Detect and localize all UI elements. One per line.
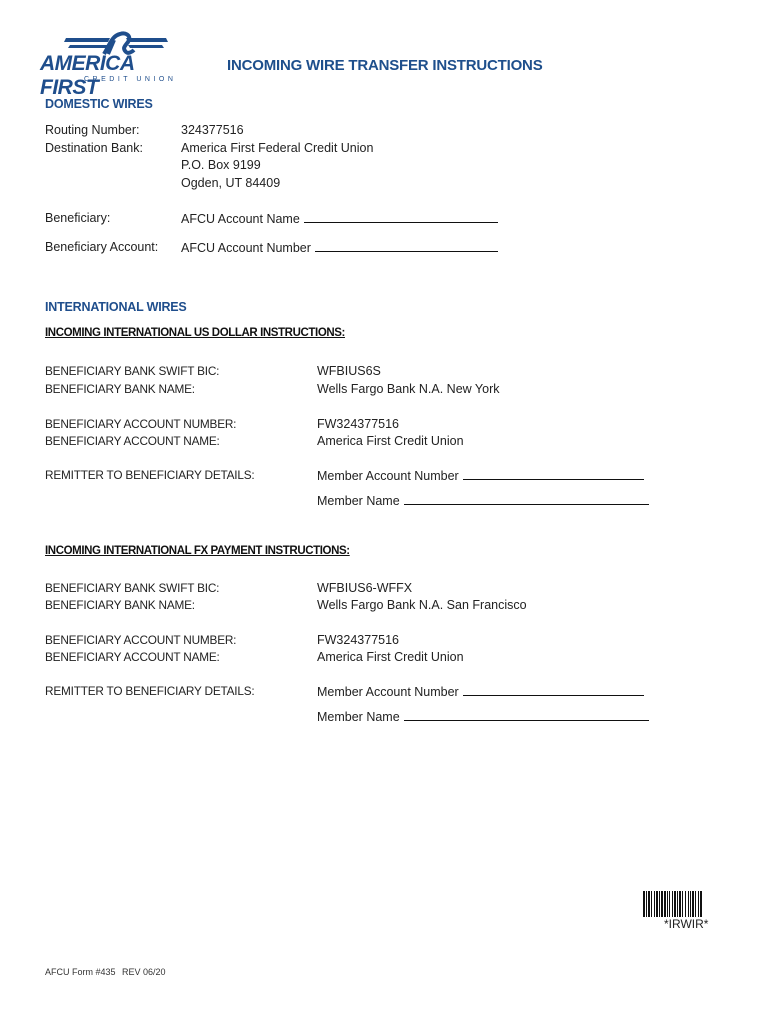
usd-account-number-value: FW324377516 [317, 417, 400, 431]
usd-swift-value: WFBIUS6S [317, 364, 381, 378]
fx-subheading: INCOMING INTERNATIONAL FX PAYMENT INSTRUCTIONS: [45, 545, 350, 557]
barcode-bar [677, 891, 678, 917]
barcode-bar [690, 891, 691, 917]
usd-member-name-blank-line[interactable] [404, 492, 649, 505]
destination-line: Ogden, UT 84409 [181, 176, 281, 190]
beneficiary-field[interactable] [181, 210, 498, 228]
usd-remitter-label: REMITTER TO BENEFICIARY DETAILS: [45, 468, 255, 482]
fx-account-name-label: BENEFICIARY ACCOUNT NAME: [45, 650, 220, 664]
beneficiary-blank-line[interactable] [304, 210, 498, 223]
beneficiary-field-label: AFCU Account Name [181, 212, 300, 226]
usd-member-name-label: Member Name [317, 494, 400, 508]
barcode-bar [672, 891, 673, 917]
fx-bank-name-value: Wells Fargo Bank N.A. San Francisco [317, 598, 527, 612]
beneficiary-account-field-label: AFCU Account Number [181, 241, 311, 255]
barcode-bar [698, 891, 699, 917]
fx-account-number-label: BENEFICIARY ACCOUNT NUMBER: [45, 633, 237, 647]
logo [38, 30, 193, 99]
routing-value: 324377516 [181, 123, 244, 137]
barcode [643, 891, 727, 917]
barcode-bar [664, 891, 666, 917]
barcode-bar [643, 891, 645, 917]
usd-member-account-label: Member Account Number [317, 469, 459, 483]
beneficiary-label: Beneficiary: [45, 211, 111, 225]
barcode-bar [679, 891, 681, 917]
fx-member-account-blank-line[interactable] [463, 683, 644, 696]
barcode-bar [646, 891, 647, 917]
fx-swift-label: BENEFICIARY BANK SWIFT BIC: [45, 581, 220, 595]
usd-subheading: INCOMING INTERNATIONAL US DOLLAR INSTRUCTIONS: [45, 327, 345, 339]
beneficiary-account-label: Beneficiary Account: [45, 240, 159, 254]
fx-member-name-blank-line[interactable] [404, 708, 649, 721]
fx-member-account-field[interactable] [317, 683, 644, 701]
barcode-text: *IRWIR* [664, 917, 709, 931]
usd-member-name-field[interactable] [317, 492, 649, 510]
barcode-bar [669, 891, 670, 917]
barcode-bar [700, 891, 702, 917]
usd-account-name-value: America First Credit Union [317, 434, 464, 448]
fx-bank-name-label: BENEFICIARY BANK NAME: [45, 598, 195, 612]
usd-member-account-field[interactable] [317, 467, 644, 485]
routing-label: Routing Number: [45, 123, 140, 137]
fx-account-number-value: FW324377516 [317, 633, 400, 647]
barcode-bar [682, 891, 683, 917]
usd-member-account-blank-line[interactable] [463, 467, 644, 480]
beneficiary-account-blank-line[interactable] [315, 239, 498, 252]
usd-account-name-label: BENEFICIARY ACCOUNT NAME: [45, 434, 220, 448]
barcode-bar [651, 891, 652, 917]
usd-account-number-label: BENEFICIARY ACCOUNT NUMBER: [45, 417, 237, 431]
fx-account-name-value: America First Credit Union [317, 650, 464, 664]
usd-bank-name-value: Wells Fargo Bank N.A. New York [317, 382, 500, 396]
barcode-bar [654, 891, 655, 917]
fx-remitter-label: REMITTER TO BENEFICIARY DETAILS: [45, 684, 255, 698]
fx-member-account-label: Member Account Number [317, 685, 459, 699]
barcode-bar [659, 891, 660, 917]
beneficiary-account-field[interactable] [181, 239, 498, 257]
barcode-bar [648, 891, 650, 917]
barcode-bar [656, 891, 658, 917]
barcode-bar [695, 891, 696, 917]
barcode-bar [661, 891, 663, 917]
footer-form-number: AFCU Form #435 [45, 967, 116, 977]
domestic-heading: DOMESTIC WIRES [45, 97, 153, 111]
fx-member-name-field[interactable] [317, 708, 649, 726]
fx-swift-value: WFBIUS6-WFFX [317, 581, 413, 595]
barcode-bar [685, 891, 686, 917]
barcode-icon [643, 891, 727, 917]
barcode-bar [674, 891, 676, 917]
page-title: INCOMING WIRE TRANSFER INSTRUCTIONS [227, 57, 543, 74]
barcode-bar [688, 891, 689, 917]
logo-subtitle: CREDIT UNION [84, 76, 177, 83]
fx-member-name-label: Member Name [317, 710, 400, 724]
barcode-bar [692, 891, 694, 917]
usd-swift-label: BENEFICIARY BANK SWIFT BIC: [45, 364, 220, 378]
destination-line: P.O. Box 9199 [181, 158, 261, 172]
destination-line: America First Federal Credit Union [181, 141, 374, 155]
barcode-bar [667, 891, 668, 917]
logo-brand-text: AMERICA FIRST [40, 52, 134, 99]
footer-revision: REV 06/20 [122, 967, 166, 977]
destination-label: Destination Bank: [45, 141, 143, 155]
international-heading: INTERNATIONAL WIRES [45, 300, 187, 314]
usd-bank-name-label: BENEFICIARY BANK NAME: [45, 382, 195, 396]
